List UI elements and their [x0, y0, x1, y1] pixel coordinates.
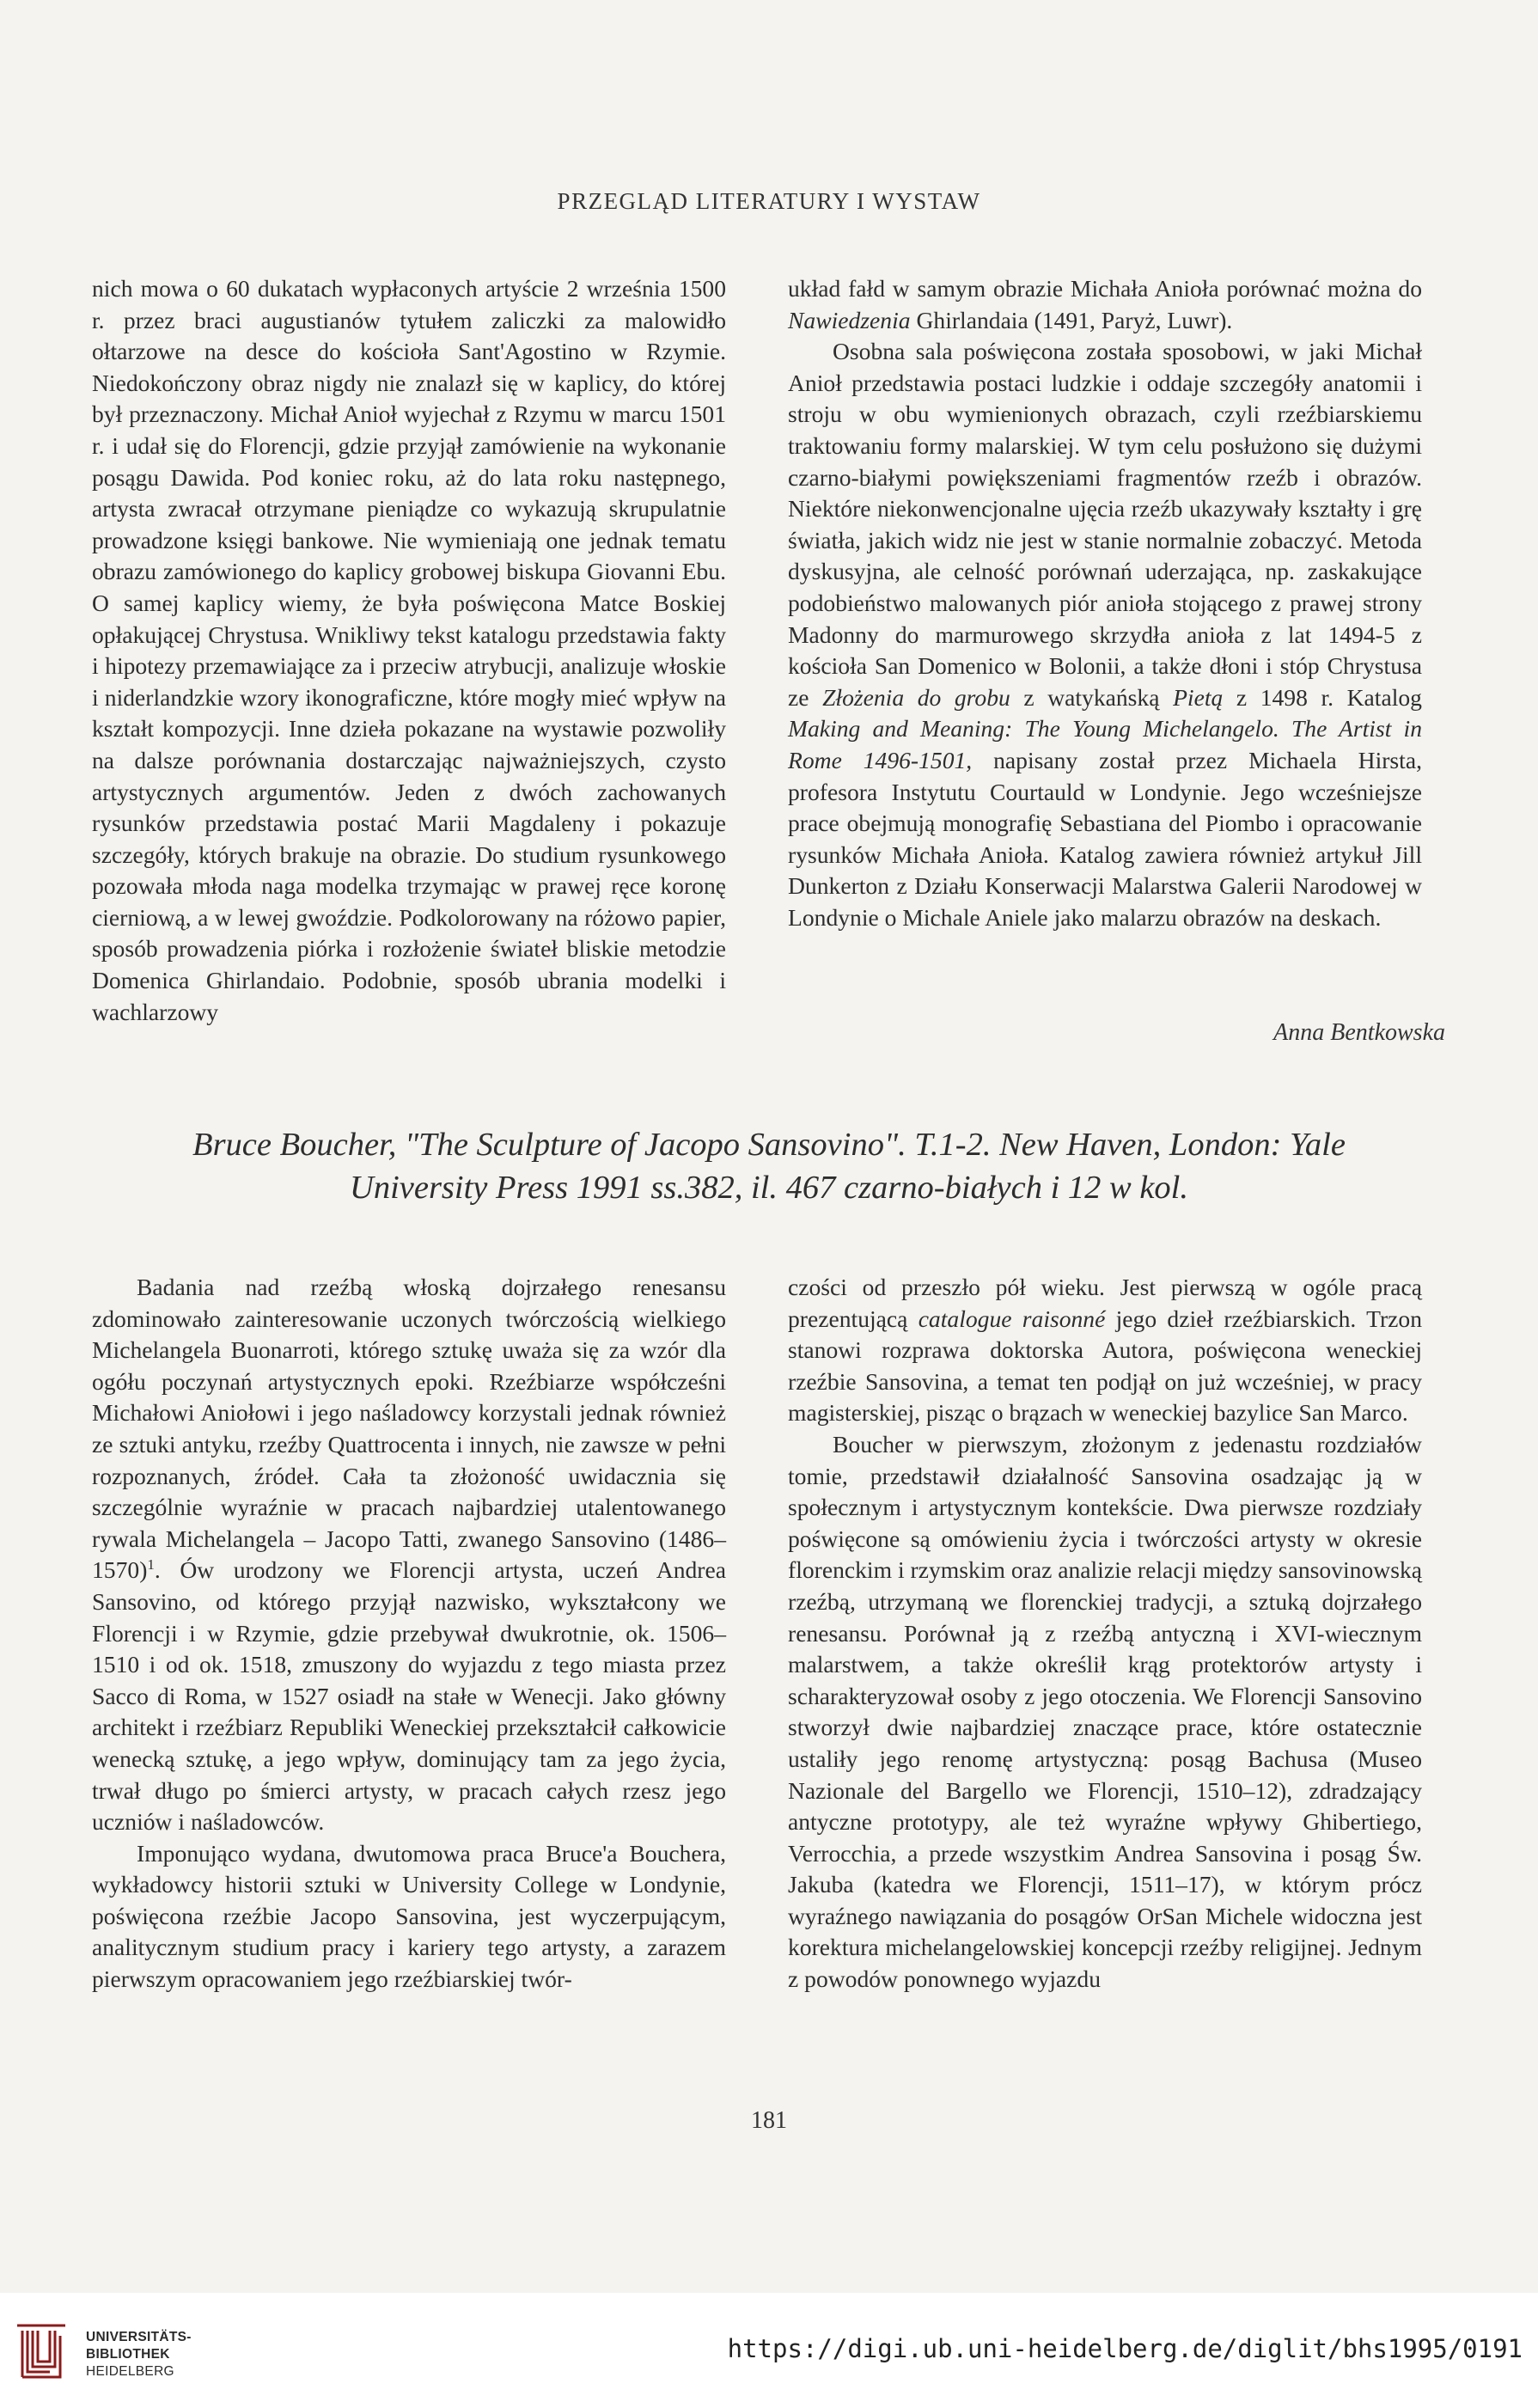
library-name-line: HEIDELBERG	[86, 2364, 174, 2379]
italic-title: Making and Meaning: The Young Michelangelo. The Artist in Rome 1496-1501,	[788, 715, 1422, 773]
text-run: z watykańską	[1010, 683, 1174, 711]
library-name-line: BIBLIOTHEK	[86, 2347, 170, 2362]
column-top-left	[92, 273, 726, 1028]
italic-title: Nawiedzenia	[788, 306, 911, 333]
italic-term: catalogue raisonné	[918, 1305, 1106, 1332]
column-top-right	[788, 273, 1422, 933]
paragraph	[788, 1272, 1422, 1429]
review-author-signature: Anna Bentkowska	[1273, 1019, 1445, 1046]
source-url-link[interactable]: https://digi.ub.uni-heidelberg.de/diglit/bhs1995/0191	[727, 2334, 1523, 2363]
running-head: PRZEGLĄD LITERATURY I WYSTAW	[557, 188, 981, 214]
text-run: Ghirlandaia (1491, Paryż, Luwr).	[910, 306, 1233, 333]
paragraph	[788, 336, 1422, 933]
library-name	[86, 2329, 192, 2380]
ub-heidelberg-logo-icon	[15, 2324, 70, 2384]
review-heading	[69, 1123, 1469, 1209]
paragraph: Imponująco wydana, dwutomowa praca Bruce'a Bouchera, wykładowcy historii sztuki w University College w Londynie, poświęcona rzeźbie Jacopo Sansovina, jest wyczerpującym, analitycznym studium pracy i kariery tego artysty, a zarazem pierwszym opracowaniem jego rzeźbiarskiej twór-	[92, 1839, 726, 1993]
text-run: napisany został przez Michaela Hirsta, profesora Instytutu Courtauld w Londynie. Jego wcześniejsze prace obejmują monografię Sebastiana del Piombo i opracowanie rysunków Michała Anioła. Katalog zawiera również artykuł Jill Dunkerton z Działu Konserwacji Malarstwa Galerii Narodowej w Londynie o Michale Aniele jako malarzu obrazów na deskach.	[788, 746, 1422, 931]
column-bottom-left	[92, 1272, 726, 1995]
footnote-marker: 1	[147, 1556, 155, 1574]
paragraph: nich mowa o 60 dukatach wypłaconych artyście 2 września 1500 r. przez braci augustianów tytułem zaliczki za malowidło ołtarzowe na desce do kościoła Sant'Agostino w Rzymie. Niedokończony obraz nigdy nie znalazł się w kaplicy, do której był przeznaczony. Michał Anioł wyjechał z Rzymu w marcu 1501 r. i udał się do Florencji, gdzie przyjął zamówienie na wykonanie posągu Dawida. Pod koniec roku, aż do lata roku następnego, artysta zwracał otrzymane pieniądze co wykazują skrupulatnie prowadzone księgi bankowe. Nie wymieniają one jednak tematu obrazu zamówionego do kaplicy grobowej biskupa Giovanni Ebu. O samej kaplicy wiemy, że była poświęcona Matce Boskiej opłakującej Chrystusa. Wnikliwy tekst katalogu przedstawia fakty i hipotezy przemawiające za i przeciw atrybucji, analizuje włoskie i niderlandzkie wzory ikonograficzne, które mogły mieć wpływ na kształt kompozycji. Inne dzieła pokazane na wystawie pozwoliły na dalsze porównania dostarczając najważniejszych, czysto artystycznych argumentów. Jeden z dwóch zachowanych rysunków przedstawia postać Marii Magdaleny i pokazuje szczegóły, których brakuje na obrazie. Do studium rysunkowego pozowała młoda naga modelka trzymając w prawej ręce koronę cierniową, a w lewej gwoździe. Podkolorowany na różowo papier, sposób prowadzenia piórka i rozłożenie świateł bliskie metodzie Domenica Ghirlandaio. Podobnie, sposób ubrania modelki i wachlarzowy	[92, 275, 726, 1025]
text-run: Osobna sala poświęcona została sposobowi, w jaki Michał Anioł przedstawia postaci ludzkie i oddaje szczegóły anatomii i stroju w obu wymienionych obrazach, czyli rzeźbiarskiemu traktowaniu formy malarskiej. W tym celu posłużono się dużymi czarno-białymi powiększeniami fragmentów rzeźb i obrazów. Niektóre niekonwencjonalne ujęcia rzeźb ukazywały kształty i grę światła, jakich widz nie jest w stanie normalnie zobaczyć. Metoda dyskusyjna, ale celność porównań uderzająca, np. zaskakujące podobieństwo malowanych piór anioła stojącego z prawej strony Madonny do marmurowego skrzydła anioła z lat 1494-5 z kościoła San Domenico w Bolonii, a także dłoni i stóp Chrystusa ze	[788, 338, 1422, 711]
italic-title: Pietą	[1173, 683, 1224, 711]
library-name-line: UNIVERSITÄTS-	[86, 2330, 192, 2344]
paragraph	[92, 1272, 726, 1838]
text-run: z 1498 r. Katalog	[1223, 683, 1422, 711]
paragraph	[788, 273, 1422, 336]
review-heading-line: Bruce Boucher, "The Sculpture of Jacopo Sansovino". T.1-2. New Haven, London: Yale	[192, 1127, 1346, 1163]
italic-title: Złożenia do grobu	[822, 683, 1010, 711]
text-run: układ fałd w samym obrazie Michała Anioła porównać można do	[788, 275, 1422, 302]
library-footer	[0, 2293, 1538, 2408]
text-run: . Ów urodzony we Florencji artysta, uczeń Andrea Sansovino, od którego przyjął nazwisko, wykształcony we Florencji i w Rzymie, gdzie przebywał dwukrotnie, ok. 1506–1510 i od ok. 1518, zmuszony do wyjazdu z tego miasta przez Sacco di Roma, w 1527 osiadł na stałe w Wenecji. Jako główny architekt i rzeźbiarz Republiki Weneckiej przekształcił całkowicie wenecką sztukę, a jego wpływ, dominujący tam za jego życia, trwał długo po śmierci artysty, w pracach całych rzesz jego uczniów i naśladowców.	[92, 1556, 726, 1836]
text-run: Badania nad rzeźbą włoską dojrzałego renesansu zdominowało zainteresowanie uczonych twórczością wielkiego Michelangela Buonarroti, którego sztukę uważa się za wzór dla ogółu poczynań artystycznych epoki. Rzeźbiarze współcześni Michałowi Aniołowi i jego naśladowcy korzystali jednak również ze sztuki antyku, rzeźby Quattrocenta i innych, nie zawsze w pełni rozpoznanych, źródeł. Cała ta złożoność uwidacznia się szczególnie wyraźnie w pracach najbardziej utalentowanego rywala Michelangela – Jacopo Tatti, zwanego Sansovino (1486–1570)	[92, 1274, 726, 1584]
text-run: czości od przeszło pół wieku. Jest pierwszą w ogóle pracą prezentującą	[788, 1274, 1422, 1332]
review-heading-line: University Press 1991 ss.382, il. 467 czarno-białych i 12 w kol.	[350, 1170, 1188, 1206]
paragraph: Boucher w pierwszym, złożonym z jedenastu rozdziałów tomie, przedstawił działalność Sansovina osadzając ją w społecznym i artystycznym kontekście. Dwa pierwsze rozdziały poświęcone są omówieniu życia i twórczości artysty w okresie florenckim i rzymskim oraz analizie relacji między sansovinowską rzeźbą, utrzymaną we florenckiej tradycji, a sztuką dojrzałego renesansu. Porównał ją z rzeźbą antyczną i XVI-wiecznym malarstwem, a także określił krąg protektorów artysty i scharakteryzował osoby z jego otoczenia. We Florencji Sansovino stworzył dwie najbardziej znaczące prace, które ostatecznie ustaliły jego renomę artystyczną: posąg Bachusa (Museo Nazionale del Bargello we Florencji, 1510–12), zdradzający antyczne prototypy, ale też wyraźne wpływy Ghibertiego, Verrocchia, a przede wszystkim Andrea Sansovina i posąg Św. Jakuba (katedra we Florencji, 1511–17), w którym prócz wyraźnego nawiązania do posągów OrSan Michele widoczna jest korektura michelangelowskiej koncepcji rzeźby religijnej. Jednym z powodów ponownego wyjazdu	[788, 1430, 1422, 1993]
text-run: jego dzieł rzeźbiarskich. Trzon stanowi rozprawa doktorska Autora, poświęcona weneckiej rzeźbie Sansovina, a temat ten podjął on już wcześniej, w pracy magisterskiej, pisząc o brązach w weneckiej bazylice San Marco.	[788, 1305, 1422, 1427]
column-bottom-right	[788, 1272, 1422, 1995]
page-number: 181	[751, 2107, 787, 2134]
